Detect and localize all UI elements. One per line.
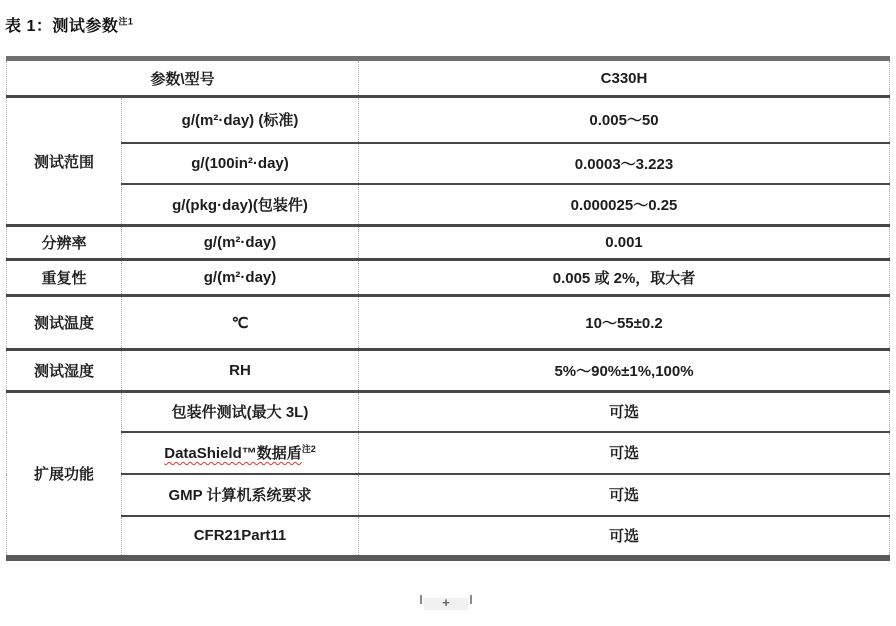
cell-value: 5%～90%±1%,100% [359,350,890,392]
cell-value: 可选 [359,432,890,474]
header-cell-param-model: 参数\型号 [7,59,359,97]
cell-unit: g/(m²·day) (标准) [122,97,359,143]
cell-value: 可选 [359,392,890,432]
cell-unit: g/(m²·day) [122,226,359,260]
datashield-label: DataShield™数据盾 [164,445,302,462]
header-row [7,59,890,97]
cell-unit: CFR21Part11 [122,516,359,558]
cell-unit: ℃ [122,296,359,350]
cell-category-resolution: 分辨率 [7,226,122,260]
cell-unit: g/(100in²·day) [122,143,359,184]
table-row [7,143,890,184]
cell-unit: g/(pkg·day)(包装件) [122,184,359,226]
cell-value: 可选 [359,516,890,558]
table-resize-widget [420,595,472,611]
table-row [7,184,890,226]
cell-unit: RH [122,350,359,392]
resize-tick-right [470,595,472,604]
add-row-button[interactable]: + [424,598,468,610]
cell-value: 0.005～50 [359,97,890,143]
spec-table [6,56,890,561]
table-row [7,260,890,296]
cell-value: 可选 [359,474,890,516]
table-caption [5,13,133,36]
datashield-footnote-ref: 注2 [301,444,316,454]
table-row [7,226,890,260]
table-row [7,392,890,432]
cell-value: 0.0003～3.223 [359,143,890,184]
table-row [7,97,890,143]
table-row [7,350,890,392]
cell-unit: GMP 计算机系统要求 [122,474,359,516]
table-row [7,432,890,474]
cell-category-repeatability: 重复性 [7,260,122,296]
resize-tick-left [420,595,422,604]
cell-unit: 包装件测试(最大 3L) [122,392,359,432]
cell-category-test-temperature: 测试温度 [7,296,122,350]
cell-category-test-range: 测试范围 [7,97,122,226]
cell-category-test-humidity: 测试湿度 [7,350,122,392]
cell-category-extended-functions: 扩展功能 [7,392,122,558]
table-row [7,296,890,350]
cell-value: 0.000025～0.25 [359,184,890,226]
cell-unit: g/(m²·day) [122,260,359,296]
header-cell-model: C330H [359,59,890,97]
table-row [7,516,890,558]
table-caption-footnote-ref: 注1 [118,16,134,27]
cell-value: 0.001 [359,226,890,260]
cell-value: 0.005 或 2%，取大者 [359,260,890,296]
table-row [7,474,890,516]
cell-value: 10～55±0.2 [359,296,890,350]
cell-unit-datashield [122,432,359,474]
table-caption-text: 表 1：测试参数 [5,18,119,35]
